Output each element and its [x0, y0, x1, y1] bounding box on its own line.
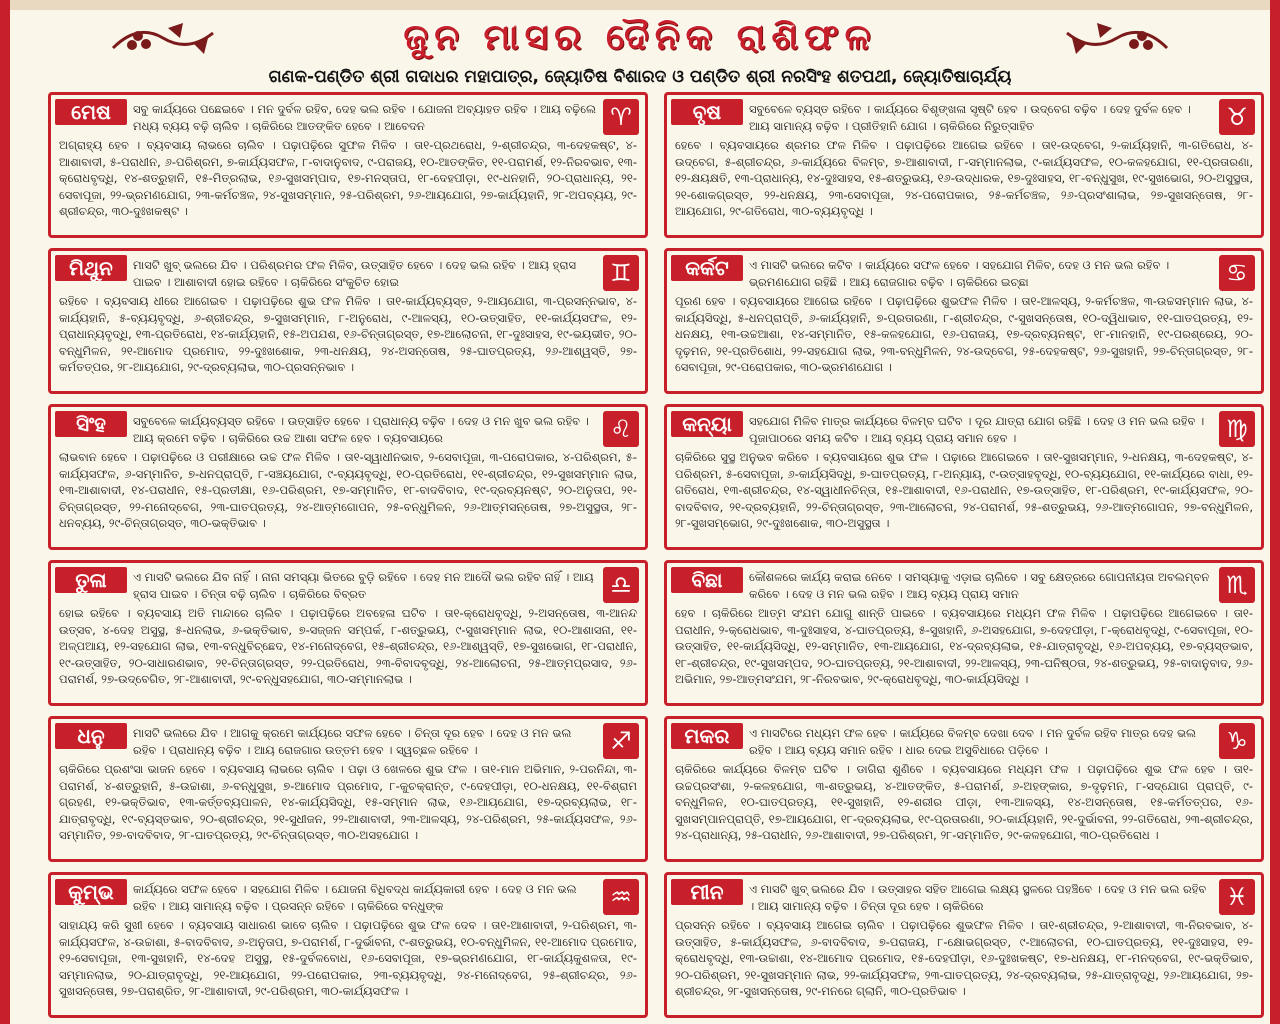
rashi-lead: ଏ ମାସଟି ଭଲରେ କଟିବ । କାର୍ଯ୍ୟରେ ସଫଳ ହେବେ । ସହଯୋଗ ମିଳିବ, ଦେହ ଓ ମନ ଭଲ ରହିବ । ଭ୍ରମଣଯୋଗ ରହିଛି । ଆୟ ରୋଜଗାର ବଢ଼ିବ । ଚାକିରିରେ ଇଚ୍ଛା	[749, 258, 1170, 289]
right-column	[664, 92, 1264, 1020]
rashi-lead: ସବୁବେଳେ କାର୍ଯ୍ୟବ୍ୟସ୍ତ ରହିବେ । ଉତ୍ସାହିତ ହେବେ । ପ୍ରାଧାନ୍ୟ ବଢ଼ିବ । ଦେହ ଓ ମନ ଖୁବ ଭଲ ରହିବ । ଆୟ କ୍ରମେ ବଢ଼ିବ । ଚାକିରିରେ ଉଚ୍ଚ ଆଶା ସଫଳ ହେବ । ବ୍ୟବସାୟରେ	[133, 414, 589, 445]
rashi-grid	[48, 92, 1270, 1020]
rashi-box-karkata	[664, 248, 1264, 394]
bull-icon: ♉	[1219, 99, 1255, 135]
archer-icon: ♐	[603, 723, 639, 759]
fish-icon: ♓	[1219, 879, 1255, 915]
rashi-lead: ସବୁ କାର୍ଯ୍ୟରେ ପଛେଇବେ । ମନ ଦୁର୍ବଳ ରହିବ, ଦେହ ଭଲ ରହିବ । ଯୋଜନା ଅବ୍ୟାହତ ରହିବ । ଆୟ ବଢ଼ିଲେ ମଧ୍ୟ ବ୍ୟୟ ବଢ଼ି ଚାଲିବ । ଚାକିରିରେ ଆତଙ୍କିତ ହେବେ । ଆବେଦନ	[133, 102, 597, 133]
goat-icon: ♑	[1219, 723, 1255, 759]
rashi-box-kanya	[664, 404, 1264, 550]
rashi-label: ମିଥୁନ	[55, 255, 127, 281]
twins-icon: ♊	[603, 255, 639, 291]
rashi-label: ବିଛା	[671, 567, 743, 593]
rashi-lead: ସବୁବେଳେ ବ୍ୟସ୍ତ ରହିବେ । କାର୍ଯ୍ୟରେ ବିଶୃଙ୍ଖଳା ସୃଷ୍ଟି ହେବ । ଉଦ୍‌ବେଗ ବଢ଼ିବ । ଦେହ ଦୁର୍ବଳ ହେବ । ଆୟ ସାମାନ୍ୟ ବଢ଼ିବ । ପ୍ରୀତିହାନି ଯୋଗ । ଚାକିରିରେ ନିରୁତ୍ସାହିତ	[749, 102, 1191, 133]
rashi-box-bichha	[664, 560, 1264, 706]
rashi-body: ଅଗ୍ରାହ୍ୟ ହେବ । ବ୍ୟବସାୟ ଲାଭରେ ଚାଲିବ । ପଢ଼ାପଢ଼ିରେ ସୁଫଳ ମିଳିବ । ତା୧-ପ୍ରଥରୋଧ, ୨-ଶ୍ରୀଚନ୍ଦ୍ର, ୩-ଦେହକଷ୍ଟ, ୪-ଆଶାବାଦୀ, ୫-ପରାଧୀନ, ୬-ପରିଶ୍ରମ, ୭-କାର୍ଯ୍ୟସଫଳ, ୮-ବାଦାନୁବାଦ, ୯-ପରାଜୟ, ୧୦-ଆତଙ୍କିତ, ୧୧-ପରାମର୍ଶ, ୧୨-ନିରବଭାବ, ୧୩-କ୍ରୋଧବୃଦ୍ଧି, ୧୪-ଶତ୍ରୁହାନି, ୧୫-ମିତ୍ରଲାଭ, ୧୬-ସୁଖସମ୍ପାଦ, ୧୭-ମନସ୍ତାପ, ୧୮-ଦେହପୀଡ଼ା, ୧୯-ଧନହାନି, ୨୦-ପ୍ରାଧାନ୍ୟ, ୨୧-ସେବାପୂଜା, ୨୨-ଭ୍ରମଣଯୋଗ, ୨୩-କର୍ମଚଞ୍ଚଳ, ୨୪-ସୁଖସମ୍ମାନ, ୨୫-ପରିଶ୍ରମ, ୨୬-ଆୟଯୋଗ, ୨୭-କାର୍ଯ୍ୟହାନି, ୨୮-ଅପବ୍ୟୟ, ୨୯-ଶ୍ରୀଚନ୍ଦ୍ର, ୩୦-ଦୁଃଖକଷ୍ଟ ।	[59, 138, 637, 218]
rashi-label: ତୁଳା	[55, 567, 127, 593]
rashi-body: ଲାଭବାନ ହେବେ । ପଢ଼ାପଢ଼ିରେ ଓ ପରୀକ୍ଷାରେ ଉଚ୍ଚ ଫଳ ମିଳିବ । ତା୧-ସ୍ୱାଧୀନଭାବ, ୨-ସେବାପୂଜା, ୩-ପରୋପକାର, ୪-ପରିଶ୍ରମ, ୫-କାର୍ଯ୍ୟସଫଳ, ୬-ସମ୍ମାନିତ, ୭-ଧନପ୍ରାପ୍ତି, ୮-ସଞ୍ଚୟଯୋଗ, ୯-ବ୍ୟୟବୃଦ୍ଧି, ୧୦-ପ୍ରତିରୋଧ, ୧୧-ଶ୍ରୀଚନ୍ଦ୍ର, ୧୨-ସୁଖସମ୍ମାନ ଲାଭ, ୧୩-ଆଶାବାଦୀ, ୧୪-ପରାଧୀନ, ୧୫-ପ୍ରତୀକ୍ଷା, ୧୬-ପରିଶ୍ରମ, ୧୭-ସମ୍ମାନିତ, ୧୮-ବାଦବିବାଦ, ୧୯-ଦ୍ରବ୍ୟନଷ୍ଟ, ୨୦-ଅନୁତାପ, ୨୧-ଚିନ୍ତାଗ୍ରସ୍ତ, ୨୨-ମନୋଦ୍‌ବେଗ, ୨୩-ଘାତପ୍ରତ୍ୟ, ୨୪-ଆତ୍ମଗୋପନ, ୨୫-ବନ୍ଧୁମିଳନ, ୨୬-ଆତ୍ମସନ୍ତୋଷ, ୨୭-ଅସୁସ୍ଥତା, ୨୮-ଧନବ୍ୟୟ, ୨୯-ଚିନ୍ତାଗ୍ରସ୍ତ, ୩୦-ଭକ୍ତିଭାବ ।	[59, 450, 637, 530]
byline: ଗଣକ-ପଣ୍ଡିତ ଶ୍ରୀ ଗଦାଧର ମହାପାତ୍ର, ଜ୍ୟୋତିଷ ବିଶାରଦ ଓ ପଣ୍ଡିତ ଶ୍ରୀ ନରସିଂହ ଶତପଥୀ, ଜ୍ୟୋତିଷାଚାର୍ଯ୍ୟ	[268, 67, 1012, 87]
header	[48, 12, 1232, 90]
rashi-label: କନ୍ୟା	[671, 411, 743, 437]
rashi-box-mithuna	[48, 248, 648, 394]
maiden-icon: ♍	[1219, 411, 1255, 447]
rashi-lead: ଏ ମାସଟି ଭଲରେ ଯିବ ନାହିଁ । ନାନା ସମସ୍ୟା ଭିତରେ ବୁଡ଼ି ରହିବେ । ଦେହ ମନ ଆଦୌ ଭଲ ରହିବ ନାହିଁ । ଆୟ ହ୍ରାସ ପାଇବ । ଚିନ୍ତା ବଢ଼ି ଚାଲିବ । ଚାକିରିରେ ବିବ୍ରତ	[133, 570, 594, 601]
rashi-lead: ଏ ମାସଟିରେ ମଧ୍ୟମ ଫଳ ହେବ । କାର୍ଯ୍ୟରେ ବିଳମ୍ବ ଦେଖା ଦେବ । ମନ ଦୁର୍ବଳ ରହିବ ମାତ୍ର ଦେହ ଭଲ ରହିବ । ଆୟ ବ୍ୟୟ ସମାନ ରହିବ । ଧାର ଦେଇ ଅସୁବିଧାରେ ପଡ଼ିବେ ।	[749, 726, 1197, 757]
water-bearer-icon: ♒	[603, 879, 639, 915]
rashi-box-mesha	[48, 92, 648, 238]
rashi-label: ମୀନ	[671, 879, 743, 905]
rashi-body: ହେବ । ଚାକିରିରେ ଆତ୍ମ ସଂଯମ ଯୋଗୁ ଶାନ୍ତି ପାଇବେ । ବ୍ୟବସାୟରେ ମଧ୍ୟମ ଫଳ ମିଳିବ । ପଢ଼ାପଢ଼ିରେ ଆଗେଇବେ । ତା୧-ପରାଧୀନ, ୨-କ୍ରୋଧଭାବ, ୩-ଦୁଃସାହସ, ୪-ଘାତପ୍ରତ୍ୟ, ୫-ସୁଖହାନି, ୬-ଅସହଯୋଗ, ୭-ଦେହପୀଡ଼ା, ୮-କ୍ରୋଧବୃଦ୍ଧି, ୯-ସେବାପୂଜା, ୧୦-ଉତ୍ସାହିତ, ୧୧-କାର୍ଯ୍ୟସିଦ୍ଧି, ୧୨-ସମ୍ମାନିତ, ୧୩-ଆୟଯୋଗ, ୧୪-ଦ୍ରବ୍ୟଲାଭ, ୧୫-ଯାତ୍ରାବୃଦ୍ଧି, ୧୬-ଅପବ୍ୟୟ, ୧୭-ବ୍ୟସ୍ତଭାବ, ୧୮-ଶ୍ରୀଚନ୍ଦ୍ର, ୧୯-ସୁଖସମ୍ପଦ, ୨୦-ଘାତପ୍ରତ୍ୟ, ୨୧-ଆଶାବାଦୀ, ୨୨-ଆଳସ୍ୟ, ୨୩-ଘନିଷ୍ଠତା, ୨୪-ଶତ୍ରୁଭୟ, ୨୫-ବାଦାନୁବାଦ, ୨୬-ଅଭିମାନ, ୨୭-ଆତ୍ମସଂଯମ, ୨୮-ନିରବଭାବ, ୨୯-କ୍ରୋଧବୃଦ୍ଧି, ୩୦-କାର୍ଯ୍ୟସିଦ୍ଧି ।	[675, 606, 1253, 686]
rashi-body: ସାହାଯ୍ୟ କରି ସୁଖୀ ହେବେ । ବ୍ୟବସାୟ ସାଧାରଣ ଭାବେ ଚାଲିବ । ପଢ଼ାପଢ଼ିରେ ଶୁଭ ଫଳ ଦେବ । ତା୧-ଆଶାବାଦୀ, ୨-ପରିଶ୍ରମ, ୩-କାର୍ଯ୍ୟସଫଳ, ୪-ଉଚ୍ଚାଶା, ୫-ବାଦବିବାଦ, ୬-ଅନୁତାପ, ୭-ପରାମର୍ଶ, ୮-ଦୁର୍ଭାବନା, ୯-ଶତ୍ରୁଭୟ, ୧୦-ବନ୍ଧୁମିଳନ, ୧୧-ଆମୋଦ ପ୍ରମୋଦ, ୧୨-ସେବାପୂଜା, ୧୩-ସୁଖହାନି, ୧୪-ଦେହ ଅସୁସ୍ଥ, ୧୫-ଦୁର୍ବଳବୋଧ, ୧୬-ସେବାପୂଜା, ୧୭-ଭ୍ରମଣଯୋଗ, ୧୮-କାର୍ଯ୍ୟକୁଶଳତା, ୧୯-ସମ୍ମାନଲାଭ, ୨୦-ଯାତ୍ରାବୃଦ୍ଧି, ୨୧-ଆୟଯୋଗ, ୨୨-ପରୋପକାର, ୨୩-ବ୍ୟୟବୃଦ୍ଧି, ୨୪-ମନୋଦ୍‌ବେଗ, ୨୫-ଶ୍ରୀଚନ୍ଦ୍ର, ୨୬-ସୁଖସନ୍ତୋଷ, ୨୭-ପରାଶ୍ରିତ, ୨୮-ଆଶାବାଦୀ, ୨୯-ପରିଶ୍ରମ, ୩୦-କାର୍ଯ୍ୟସଫଳ ।	[59, 918, 637, 998]
rashi-lead: ମାସଟି ଭଲରେ ଯିବ । ଆଗକୁ କ୍ରମେ କାର୍ଯ୍ୟରେ ସଫଳ ହେବେ । ଚିନ୍ତା ଦୂର ହେବ । ଦେହ ଓ ମନ ଭଲ ରହିବ । ପ୍ରାଧାନ୍ୟ ବଢ଼ିବ । ଆୟ ରୋଜଗାର ଉତ୍ତମ ହେବ । ସ୍ୱଚ୍ଛଳ ରହିବେ ।	[133, 726, 572, 757]
rashi-label: କର୍କଟ	[671, 255, 743, 281]
grape-ornament-icon	[108, 18, 218, 60]
grape-ornament-icon	[1062, 18, 1172, 60]
lion-icon: ♌	[603, 411, 639, 447]
rashi-box-kumbha	[48, 872, 648, 1018]
ram-icon: ♈	[603, 99, 639, 135]
top-strip	[10, 0, 1270, 10]
rashi-label: ବୃଷ	[671, 99, 743, 125]
rashi-body: ପୂରଣ ହେବ । ବ୍ୟବସାୟରେ ଆଗେଇ ରହିବେ । ପଢ଼ାପଢ଼ିରେ ଶୁଭଫଳ ମିଳିବ । ତା୧-ଆଳସ୍ୟ, ୨-କର୍ମଚଞ୍ଚଳ, ୩-ଉଚ୍ଚସମ୍ମାନ ଲାଭ, ୪-କାର୍ଯ୍ୟସିଦ୍ଧି, ୫-ଧନପ୍ରାପ୍ତି, ୬-କାର୍ଯ୍ୟହାନି, ୭-ପ୍ରତାରଣା, ୮-ଶ୍ରୀଚନ୍ଦ୍ର, ୯-ସୁଖସନ୍ତୋଷ, ୧୦-ଦ୍ୱିଧାଭାବ, ୧୧-ଘାତପ୍ରତ୍ୟ, ୧୨-ଧନକ୍ଷୟ, ୧୩-ଉଚ୍ଚଆଶା, ୧୪-ସମ୍ମାନିତ, ୧୫-କଳହଯୋଗ, ୧୬-ପରାଜୟ, ୧୭-ଦ୍ରବ୍ୟନଷ୍ଟ, ୧୮-ମାନହାନି, ୧୯-ପରଶ୍ରେୟ, ୨୦-ଦୃଢ଼ମନ, ୨୧-ପ୍ରତିଶୋଧ, ୨୨-ସହଯୋଗ ଲାଭ, ୨୩-ବନ୍ଧୁମିଳନ, ୨୪-ଉଦ୍‌ବେଗ, ୨୫-ଦେହକଷ୍ଟ, ୨୬-ସୁଖହାନି, ୨୭-ଚିନ୍ତାଗ୍ରସ୍ତ, ୨୮-ସେବାପୂଜା, ୨୯-ପରୋପକାର, ୩୦-ଭ୍ରମଣଯୋଗ ।	[675, 294, 1253, 374]
rashi-lead: କାର୍ଯ୍ୟରେ ସଫଳ ହେବେ । ସହଯୋଗ ମିଳିବ । ଯୋଜନା ବିଧିବଦ୍ଧ କାର୍ଯ୍ୟକାରୀ ହେବ । ଦେହ ଓ ମନ ଭଲ ରହିବ । ଆୟ ସାମାନ୍ୟ ବଢ଼ିବ । ପ୍ରସନ୍ନ ରହିବେ । ଚାକିରିରେ ବନ୍ଧୁଙ୍କ	[133, 882, 577, 913]
rashi-body: ଚାକିରିରେ ସୁସ୍ଥ ଅନୁଭବ କରିବେ । ବ୍ୟବସାୟରେ ଶୁଭ ଫଳ । ପଢ଼ାରେ ଆଗେଇବେ । ତା୧-ସୁଖସମ୍ମାନ, ୨-ଧନକ୍ଷୟ, ୩-ଦେହକଷ୍ଟ, ୪-ପରିଶ୍ରମ, ୫-ସେବାପୂଜା, ୬-କାର୍ଯ୍ୟସିଦ୍ଧି, ୭-ଘାତପ୍ରତ୍ୟ, ୮-ଅନ୍ୟାୟ, ୯-ଉତ୍ସାହବୃଦ୍ଧି, ୧୦-ବ୍ୟୟଯୋଗ, ୧୧-କାର୍ଯ୍ୟରେ ବାଧା, ୧୨-ଗତିରୋଧ, ୧୩-ଶ୍ରୀଚନ୍ଦ୍ର, ୧୪-ସ୍ୱାଧୀନଚିନ୍ତା, ୧୫-ଆଶାବାଦୀ, ୧୬-ପରାଧୀନ, ୧୭-ଉତ୍ସାହିତ, ୧୮-ପରିଶ୍ରମ, ୧୯-କାର୍ଯ୍ୟସଫଳ, ୨୦-ବାଦବିବାଦ, ୨୧-ଦ୍ରବ୍ୟହାନି, ୨୨-ଚିନ୍ତାଗ୍ରସ୍ତ, ୨୩-ଆଲୋଚନା, ୨୪-ପରାମର୍ଶ, ୨୫-ଶତ୍ରୁଭୟ, ୨୬-ଆତ୍ମଗୋପନ, ୨୭-ବନ୍ଧୁମିଳନ, ୨୮-ସୁଖସମ୍ଭୋଗ, ୨୯-ଦୁଃଖଶୋକ, ୩୦-ଅସୁସ୍ଥତା ।	[675, 450, 1253, 530]
rashi-label: କୁମ୍ଭ	[55, 879, 127, 905]
rashi-lead: ସହଯୋଗ ମିଳିବ ମାତ୍ର କାର୍ଯ୍ୟରେ ବିଳମ୍ବ ଘଟିବ । ଦୂର ଯାତ୍ରା ଯୋଗ ରହିଛି । ଦେହ ଓ ମନ ଭଲ ରହିବ । ପୂଜାପାଠରେ ସମୟ କଟିବ । ଆୟ ବ୍ୟୟ ପ୍ରାୟ ସମାନ ହେବ ।	[749, 414, 1205, 445]
rashi-label: ସିଂହ	[55, 411, 127, 437]
rashi-lead: କୌଶଳରେ କାର୍ଯ୍ୟ କରାଇ ନେବେ । ସମସ୍ୟାକୁ ଏଡ଼ାଇ ଚାଲିବେ । ସବୁ କ୍ଷେତ୍ରରେ ଗୋପନୀୟତା ଅବଲମ୍ବନ କରିବେ । ଦେହ ଓ ମନ ଭଲ ରହିବ । ଆୟ ବ୍ୟୟ ପ୍ରାୟ ସମାନ	[749, 570, 1210, 601]
rashi-box-makara	[664, 716, 1264, 862]
rashi-body: ଚାକିରିରେ କାର୍ଯ୍ୟରେ ବିଳମ୍ବ ଘଟିବ । ଡାଗିରା ଶୁଣିବେ । ବ୍ୟବସାୟରେ ମଧ୍ୟମ ଫଳ । ପଢ଼ାପଢ଼ିରେ ଶୁଭ ଫଳ ହେବ । ତା୧-ଉଚ୍ଚପ୍ରସଂଶା, ୨-କଳହଯୋଗ, ୩-ଶତ୍ରୁଭୟ, ୪-ଆତଙ୍କିତ, ୫-ପରାମର୍ଶ, ୬-ଅହଙ୍କାର, ୭-ଦୃଢ଼ମନ, ୮-ସଦ୍‌ଯୋଗ ପ୍ରାପ୍ତି, ୯-ବନ୍ଧୁମିଳନ, ୧୦-ଘାତପ୍ରତ୍ୟ, ୧୧-ସୁଖହାନି, ୧୨-ଶରୀର ପୀଡ଼ା, ୧୩-ଆଳସ୍ୟ, ୧୪-ଅସନ୍ତୋଷ, ୧୫-କର୍ମତତ୍ପର, ୧୬-ସୁଖସମ୍ପାନପ୍ରାପ୍ତି, ୧୭-ଆୟଯୋଗ, ୧୮-ଦ୍ରବ୍ୟଲାଭ, ୧୯-ପ୍ରତାରଣା, ୨୦-କାର୍ଯ୍ୟହାନି, ୨୧-ଦୁର୍ଭାବନା, ୨୨-ଗତିରୋଧ, ୨୩-ଶ୍ରୀଚନ୍ଦ୍ର, ୨୪-ପ୍ରାଧାନ୍ୟ, ୨୫-ପରାଧୀନ, ୨୬-ଆଶାବାଦୀ, ୨୭-ପରିଶ୍ରମ, ୨୮-ସମ୍ମାନିତ, ୨୯-କଳହଯୋଗ, ୩୦-ପ୍ରତିରୋଧ ।	[675, 762, 1253, 842]
crab-icon: ♋	[1219, 255, 1255, 291]
rashi-label: ଧନୁ	[55, 723, 127, 749]
rashi-label: ମେଷ	[55, 99, 127, 125]
rashi-body: ରହିବେ । ବ୍ୟବସାୟ ଧୀରେ ଆଗେଇବ । ପଢ଼ାପଢ଼ିରେ ଶୁଭ ଫଳ ମିଳିବ । ତା୧-କାର୍ଯ୍ୟବ୍ୟସ୍ତ, ୨-ଆୟଯୋଗ, ୩-ପ୍ରସନ୍ନଭାବ, ୪-କାର୍ଯ୍ୟହାନି, ୫-ବ୍ୟୟବୃଦ୍ଧି, ୬-ଶ୍ରୀଚନ୍ଦ୍ର, ୭-ସୁଖସମ୍ମାନ, ୮-ଅନୁରୋଧ, ୯-ଆଳସ୍ୟ, ୧୦-ଉତ୍ସାହିତ, ୧୧-କାର୍ଯ୍ୟସଫଳ, ୧୨-ପ୍ରାଧାନ୍ୟବୃଦ୍ଧି, ୧୩-ପ୍ରତିରୋଧ, ୧୪-କାର୍ଯ୍ୟହାନି, ୧୫-ଅପଯଶ, ୧୬-ଚିନ୍ତାଗ୍ରସ୍ତ, ୧୭-ଆଲୋଚନା, ୧୮-ଦୁଃସାହସ, ୧୯-ଭୟଭୀତ, ୨୦-ବନ୍ଧୁମିଳନ, ୨୧-ଆମୋଦ ପ୍ରମୋଦ, ୨୨-ଦୁଃଖଶୋକ, ୨୩-ଧନକ୍ଷୟ, ୨୪-ଅସନ୍ତୋଷ, ୨୫-ଘାତପ୍ରତ୍ୟ, ୨୬-ଆଶ୍ୱସ୍ତି, ୨୭-କର୍ମତତ୍ପର, ୨୮-ଆୟଯୋଗ, ୨୯-ଦ୍ରବ୍ୟଲାଭ, ୩୦-ପ୍ରସନ୍ନଭାବ ।	[59, 294, 637, 374]
rashi-box-simha	[48, 404, 648, 550]
rashi-box-tula	[48, 560, 648, 706]
rashi-body: ପ୍ରସନ୍ନ ରହିବେ । ବ୍ୟବସାୟ ଆଗେଇ ଚାଲିବ । ପଢ଼ାପଢ଼ିରେ ଶୁଭଫଳ ମିଳିବ । ତା୧-ଶ୍ରୀଚନ୍ଦ୍ର, ୨-ଆଶାବାଦୀ, ୩-ନିରବଭାବ, ୪-ଉତ୍ସାହିତ, ୫-କାର୍ଯ୍ୟସଫଳ, ୬-ବାଦବିବାଦ, ୭-ପରାଜୟ, ୮-କ୍ଷୋଭଗ୍ରସ୍ତ, ୯-ଆଲୋଚନା, ୧୦-ଘାତପ୍ରତ୍ୟ, ୧୧-ଦୁଃସାହସ, ୧୨-କ୍ରୋଧବୃଦ୍ଧି, ୧୩-ଉଚ୍ଚାଶା, ୧୪-ଆମୋଦ ପ୍ରମୋଦ, ୧୫-ଦେହପୀଡ଼ା, ୧୬-ଦୁଃଖକଷ୍ଟ, ୧୭-ଧନକ୍ଷୟ, ୧୮-ମନଦ୍‌ବେଗ, ୧୯-ଭକ୍ତିଭାବ, ୨୦-ପରିଶ୍ରମ, ୨୧-ସୁଖସମ୍ମାନ ଲାଭ, ୨୨-କାର୍ଯ୍ୟସଫଳ, ୨୩-ଘାତପ୍ରତ୍ୟ, ୨୪-ଦ୍ରବ୍ୟଲାଭ, ୨୫-ଯାତ୍ରାବୃଦ୍ଧି, ୨୬-ଆୟଯୋଗ, ୨୭-ଶ୍ରୀଚନ୍ଦ୍ର, ୨୮-ସୁଖସନ୍ତୋଷ, ୨୯-ମନରେ ଗ୍ଲାନି, ୩୦-ପ୍ରତିଭାବ ।	[675, 918, 1253, 998]
scales-icon: ♎	[603, 567, 639, 603]
rashi-lead: ମାସଟି ଖୁବ୍ ଭଲରେ ଯିବ । ପରିଶ୍ରମର ଫଳ ମିଳିବ, ଉତ୍ସାହିତ ହେବେ । ଦେହ ଭଲ ରହିବ । ଆୟ ହ୍ରାସ ପାଇବ । ଆଶାବାଦୀ ହୋଇ ରହିବେ । ଚାକିରିରେ ସଂକୁଚିତ ହୋଇ	[133, 258, 577, 289]
rashi-box-meena	[664, 872, 1264, 1018]
rashi-box-brusha	[664, 92, 1264, 238]
rashi-body: ହେବେ । ବ୍ୟବସାୟରେ ଶ୍ରମର ଫଳ ମିଳିବ । ପଢ଼ାପଢ଼ିରେ ଆଗେଇ ରହିବେ । ତା୧-ଉଦ୍‌ବେଗ, ୨-କାର୍ଯ୍ୟହାନି, ୩-ଗତିରୋଧ, ୪-ଉଦ୍‌ବେଗ, ୫-ଶ୍ରୀଚନ୍ଦ୍ର, ୬-କାର୍ଯ୍ୟରେ ବିଳମ୍ବ, ୭-ଆଶାବାଦୀ, ୮-ସମ୍ମାନଲାଭ, ୯-କାର୍ଯ୍ୟସଫଳ, ୧୦-କଳହଯୋଗ, ୧୧-ପ୍ରତାରଣା, ୧୨-କ୍ଷୟକ୍ଷତି, ୧୩-ପ୍ରାଧାନ୍ୟ, ୧୪-ଦୁଃସାହସ, ୧୫-ଶତ୍ରୁଭୟ, ୧୬-ଉଦ୍ଧାରକ, ୧୭-ଦୁଃସାହସ, ୧୮-ବନ୍ଧୁସୁଖ, ୧୯-ସୁଖଭୋଗ, ୨୦-ଅସୁସ୍ଥତା, ୨୧-ଶୋକଗ୍ରସ୍ତ, ୨୨-ଧନକ୍ଷୟ, ୨୩-ସେବାପୂଜା, ୨୪-ପରୋପକାର, ୨୫-କର୍ମଚଞ୍ଚଳ, ୨୬-ପ୍ରସଂଶାଲାଭ, ୨୭-ସୁଖସନ୍ତୋଷ, ୨୮-ଆୟଯୋଗ, ୨୯-ଗତିରୋଧ, ୩୦-ବ୍ୟୟବୃଦ୍ଧି ।	[675, 138, 1253, 218]
page-title: ଜୁନ ମାସର ଦୈନିକ ରାଶିଫଳ	[403, 17, 877, 58]
rashi-box-dhanu	[48, 716, 648, 862]
scorpion-icon: ♏	[1219, 567, 1255, 603]
left-column	[48, 92, 648, 1020]
rashi-label: ମକର	[671, 723, 743, 749]
rashi-body: ଚାକିରିରେ ପ୍ରଶଂସା ଭାଜନ ହେବେ । ବ୍ୟବସାୟ ଲାଭରେ ଚାଲିବ । ପଢ଼ା ଓ ଖେଳରେ ଶୁଭ ଫଳ । ତା୧-ମାନ ଅଭିମାନ, ୨-ପରନିନ୍ଦା, ୩-ପରାମର୍ଶ, ୪-ଶତ୍ରୁହାନି, ୫-ଉଚ୍ଚାଶା, ୬-ବନ୍ଧୁସୁଖ, ୭-ଆମୋଦ ପ୍ରମୋଦ, ୮-କୁଚକ୍ରାନ୍ତ, ୯-ଦେହପୀଡ଼ା, ୧୦-ଧନକ୍ଷୟ, ୧୧-ବିଶ୍ରାମ ଗ୍ରହଣ, ୧୨-ଭକ୍ତିଭାବ, ୧୩-କର୍ତ୍ତବ୍ୟପାଳନ, ୧୪-କାର୍ଯ୍ୟସିଦ୍ଧି, ୧୫-ସମ୍ମାନ ଲାଭ, ୧୬-ଆୟଯୋଗ, ୧୭-ଦ୍ରବ୍ୟଲାଭ, ୧୮-ଯାତ୍ରାବୃଦ୍ଧି, ୧୯-ବ୍ୟସ୍ତଭାବ, ୨୦-ଶ୍ରୀଚନ୍ଦ୍ର, ୨୧-ସୁଧୀଜନ, ୨୨-ଆଶାବାଦୀ, ୨୩-ଆଳସ୍ୟ, ୨୪-ପରିଶ୍ରମ, ୨୫-କାର୍ଯ୍ୟସଫଳ, ୨୬-ସମ୍ମାନିତ, ୨୭-ବାଦବିବାଦ, ୨୮-ଘାତପ୍ରତ୍ୟ, ୨୯-ଚିନ୍ତାଗ୍ରସ୍ତ, ୩୦-ଅସହଯୋଗ ।	[59, 762, 637, 842]
rashi-lead: ଏ ମାସଟି ଖୁବ୍ ଭଲରେ ଯିବ । ଉତ୍ସାହର ସହିତ ଆଗେଇ ଲକ୍ଷ୍ୟ ସ୍ଥଳରେ ପହଞ୍ଚିବେ । ଦେହ ଓ ମନ ଭଲ ରହିବ । ଆୟ ସାମାନ୍ୟ ବଢ଼ିବ । ଚିନ୍ତା ଦୂର ହେବ । ଚାକିରିରେ	[749, 882, 1207, 913]
rashi-body: ହୋଇ ରହିବେ । ବ୍ୟବସାୟ ଅତି ମାନ୍ଦାରେ ଚାଲିବ । ପଢ଼ାପଢ଼ିରେ ଅବହେଳା ଘଟିବ । ତା୧-କ୍ରୋଧବୃଦ୍ଧି, ୨-ଅସନ୍ତୋଷ, ୩-ଆନନ୍ଦ ଉତ୍ସବ, ୪-ଦେହ ଅସୁସ୍ଥ, ୫-ଧନଲାଭ, ୬-ଭକ୍ତିଭାବ, ୭-ସଜ୍ଜନ ସମ୍ପର୍କ, ୮-ଶତ୍ରୁଭୟ, ୯-ସୁଖସମ୍ମାନ ଲାଭ, ୧୦-ଆଶାସନା, ୧୧-ଅଳ୍ପଆୟ, ୧୨-ସହଯୋଗ ଲାଭ, ୧୩-ବନ୍ଧୁବିଚ୍ଛେଦ, ୧୪-ମନୋଦ୍‌ବେଗ, ୧୫-ଶ୍ରୀଚନ୍ଦ୍ର, ୧୬-ଆଶ୍ୱସ୍ତି, ୧୭-ସୁଖଭୋଗ, ୧୮-ପରାଧୀନ, ୧୯-ଉତ୍ସାହିତ, ୨୦-ସାଧାରଣଭାବ, ୨୧-ଚିନ୍ତାଗ୍ରସ୍ତ, ୨୨-ପ୍ରତିରୋଧ, ୨୩-ବିବାଦବୃଦ୍ଧି, ୨୪-ଆଲୋଚନା, ୨୫-ଆତ୍ମପ୍ରସାଦ, ୨୬-ପରାମର୍ଶ, ୨୭-ଉଦ୍ବେଗିତ, ୨୮-ଆଶାବାଦୀ, ୨୯-ବନ୍ଧୁସହଯୋଗ, ୩୦-ସମ୍ମାନଲାଭ ।	[59, 606, 637, 686]
